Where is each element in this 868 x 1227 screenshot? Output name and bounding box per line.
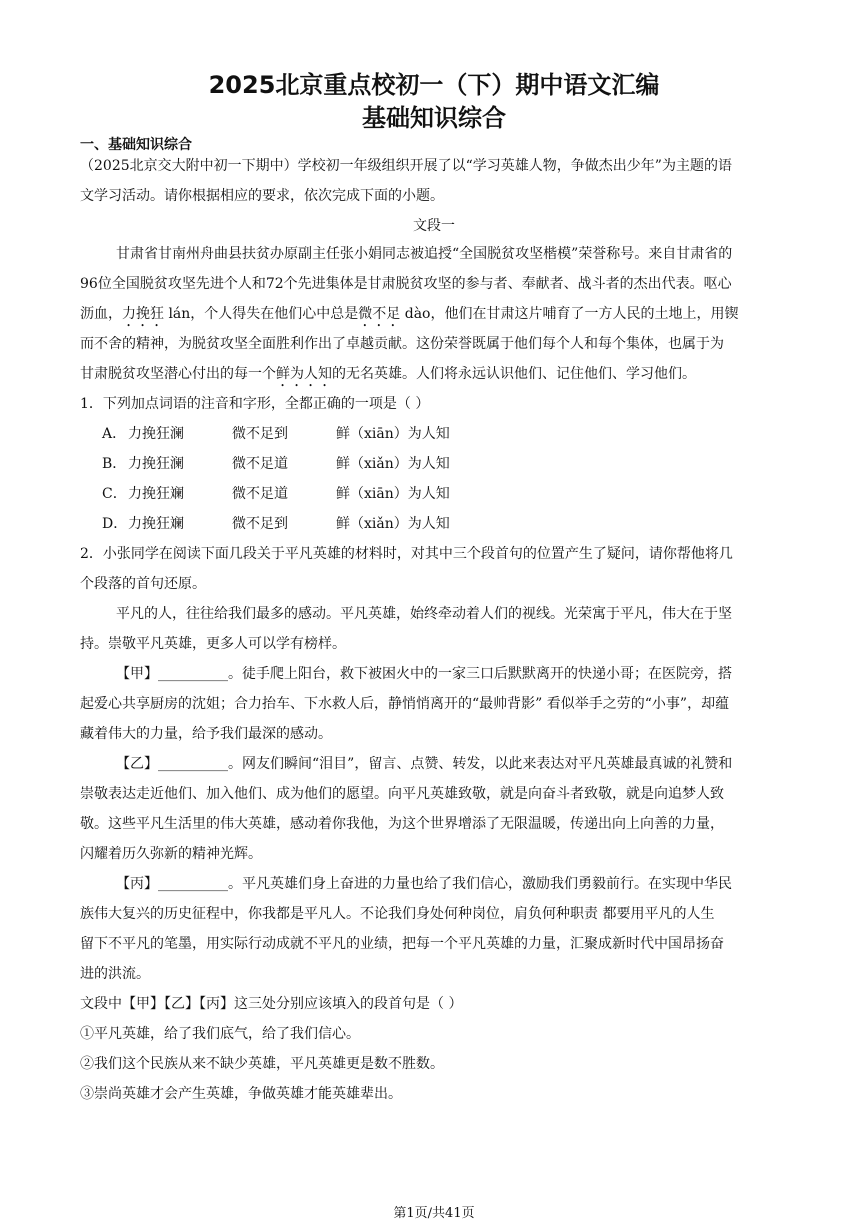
option-letter: B． — [102, 456, 127, 472]
passage1-line-3 — [80, 304, 738, 330]
jia-para-line-2: 起爱心共享厨房的沈姐；合力抬车、下水救人后，静悄悄离开的“最帅背影” 看似举手之劳的“小事”，却蕴 — [80, 696, 730, 712]
option-letter: A． — [102, 426, 127, 442]
document-subtitle: 基础知识综合 — [362, 104, 506, 132]
yi-para-line-2: 崇敬表达走近他们、加入他们、成为他们的愿望。向平凡英雄致敬，就是向奋斗者致敬，就是向追梦人致 — [80, 786, 724, 802]
emphasized-word: 微不足 — [358, 306, 401, 322]
option-word-2: 微不足到 — [232, 426, 288, 442]
yi-para-line-1: 【乙】__________。网友们瞬间“泪目”，留言、点赞、转发，以此来表达对平凡英雄最真诚的礼赞和 — [116, 756, 733, 772]
passage-label: 文段一 — [413, 218, 455, 234]
passage1-line-1: 甘肃省甘南州舟曲县扶贫办原副主任张小娟同志被追授“全国脱贫攻坚楷模”荣誉称号。来自甘肃省的 — [116, 246, 733, 262]
choice-3: ③崇尚英雄才会产生英雄，争做英雄才能英雄辈出。 — [80, 1086, 402, 1102]
passage1-line-2: 96位全国脱贫攻坚先进个人和72个先进集体是甘肃脱贫攻坚的参与者、奉献者、战斗者的杰出代表。呕心 — [80, 276, 732, 292]
text-span: 沥血， — [80, 306, 122, 322]
choice-2: ②我们这个民族从来不缺少英雄，平凡英雄更是数不胜数。 — [80, 1056, 444, 1072]
passage2-para1-line-1: 平凡的人，往往给我们最多的感动。平凡英雄，始终牵动着人们的视线。光荣寓于平凡，伟大在于坚 — [116, 606, 732, 622]
option-word-3: 鲜（xiān）为人知 — [336, 486, 450, 502]
yi-para-line-4: 闪耀着历久弥新的精神光辉。 — [80, 846, 262, 862]
option-word-3: 鲜（xiǎn）为人知 — [336, 456, 450, 472]
passage2-para1-line-2: 持。崇敬平凡英雄，更多人可以学有榜样。 — [80, 636, 346, 652]
choice-1: ①平凡英雄，给了我们底气，给了我们信心。 — [80, 1026, 360, 1042]
bing-para-line-1: 【丙】__________。平凡英雄们身上奋进的力量也给了我们信心，激励我们勇毅前行。在实现中华民 — [116, 876, 732, 892]
option-b — [102, 454, 450, 474]
jia-para-line-1: 【甲】__________。徒手爬上阳台，救下被困火中的一家三口后默默离开的快递小哥；在医院旁，搭 — [116, 666, 732, 682]
option-word-1: 力挽狂澜 — [128, 426, 184, 442]
option-word-2: 微不足道 — [232, 456, 288, 472]
section-heading: 一、基础知识综合 — [80, 137, 192, 153]
question-2-stem: 文段中【甲】【乙】【丙】这三处分别应该填入的段首句是（ ） — [80, 996, 463, 1012]
text-span: 甘肃脱贫攻坚潜心付出的每一个 — [80, 366, 276, 382]
option-a — [102, 424, 450, 444]
option-word-2: 微不足到 — [232, 516, 288, 532]
option-letter: D． — [102, 516, 128, 532]
text-span: dào，他们在甘肃这片哺育了一方人民的土地上，用锲 — [400, 306, 739, 322]
page-number: 第1页/共41页 — [393, 1206, 475, 1221]
bing-para-line-3: 留下不平凡的笔墨，用实际行动成就不平凡的业绩，把每一个平凡英雄的力量，汇聚成新时代中国昂扬奋 — [80, 936, 724, 952]
question-1: 1．下列加点词语的注音和字形，全都正确的一项是（ ） — [80, 396, 430, 412]
passage1-line-4: 而不舍的精神，为脱贫攻坚全面胜利作出了卓越贡献。这份荣誉既属于他们每个人和每个集体，也属于为 — [80, 336, 724, 352]
text-span: 的无名英雄。人们将永远认识他们、记住他们、学习他们。 — [332, 366, 696, 382]
emphasized-word: 鲜为人知 — [276, 366, 332, 382]
option-word-1: 力挽狂澜 — [128, 456, 184, 472]
question-2-line-1: 2．小张同学在阅读下面几段关于平凡英雄的材料时，对其中三个段首句的位置产生了疑问，请你帮他将几 — [80, 546, 733, 562]
passage1-line-5 — [80, 364, 696, 390]
option-letter: C． — [102, 486, 127, 502]
jia-para-line-3: 藏着伟大的力量，给予我们最深的感动。 — [80, 726, 332, 742]
emphasized-word: 力挽狂 — [122, 306, 164, 322]
option-word-3: 鲜（xiān）为人知 — [336, 426, 450, 442]
option-d — [102, 514, 450, 534]
option-word-3: 鲜（xiǎn）为人知 — [336, 516, 450, 532]
option-word-2: 微不足道 — [232, 486, 288, 502]
bing-para-line-4: 进的洪流。 — [80, 966, 150, 982]
text-span: lán，个人得失在他们心中总是 — [164, 306, 359, 322]
bing-para-line-2: 族伟大复兴的历史征程中，你我都是平凡人。不论我们身处何种岗位，肩负何种职责 都要用平凡的人生 — [80, 906, 715, 922]
intro-line-2: 文学习活动。请你根据相应的要求，依次完成下面的小题。 — [80, 188, 444, 204]
option-c — [102, 484, 450, 504]
yi-para-line-3: 敬。这些平凡生活里的伟大英雄，感动着你我他，为这个世界增添了无限温暖，传递出向上向善的力量， — [80, 816, 724, 832]
document-title: 2025北京重点校初一（下）期中语文汇编 — [208, 71, 660, 99]
option-word-1: 力挽狂斓 — [128, 516, 184, 532]
option-word-1: 力挽狂斓 — [128, 486, 184, 502]
intro-line-1: （2025北京交大附中初一下期中）学校初一年级组织开展了以“学习英雄人物，争做杰出少年”为主题的语 — [80, 158, 732, 174]
question-2-line-2: 个段落的首句还原。 — [80, 576, 206, 592]
